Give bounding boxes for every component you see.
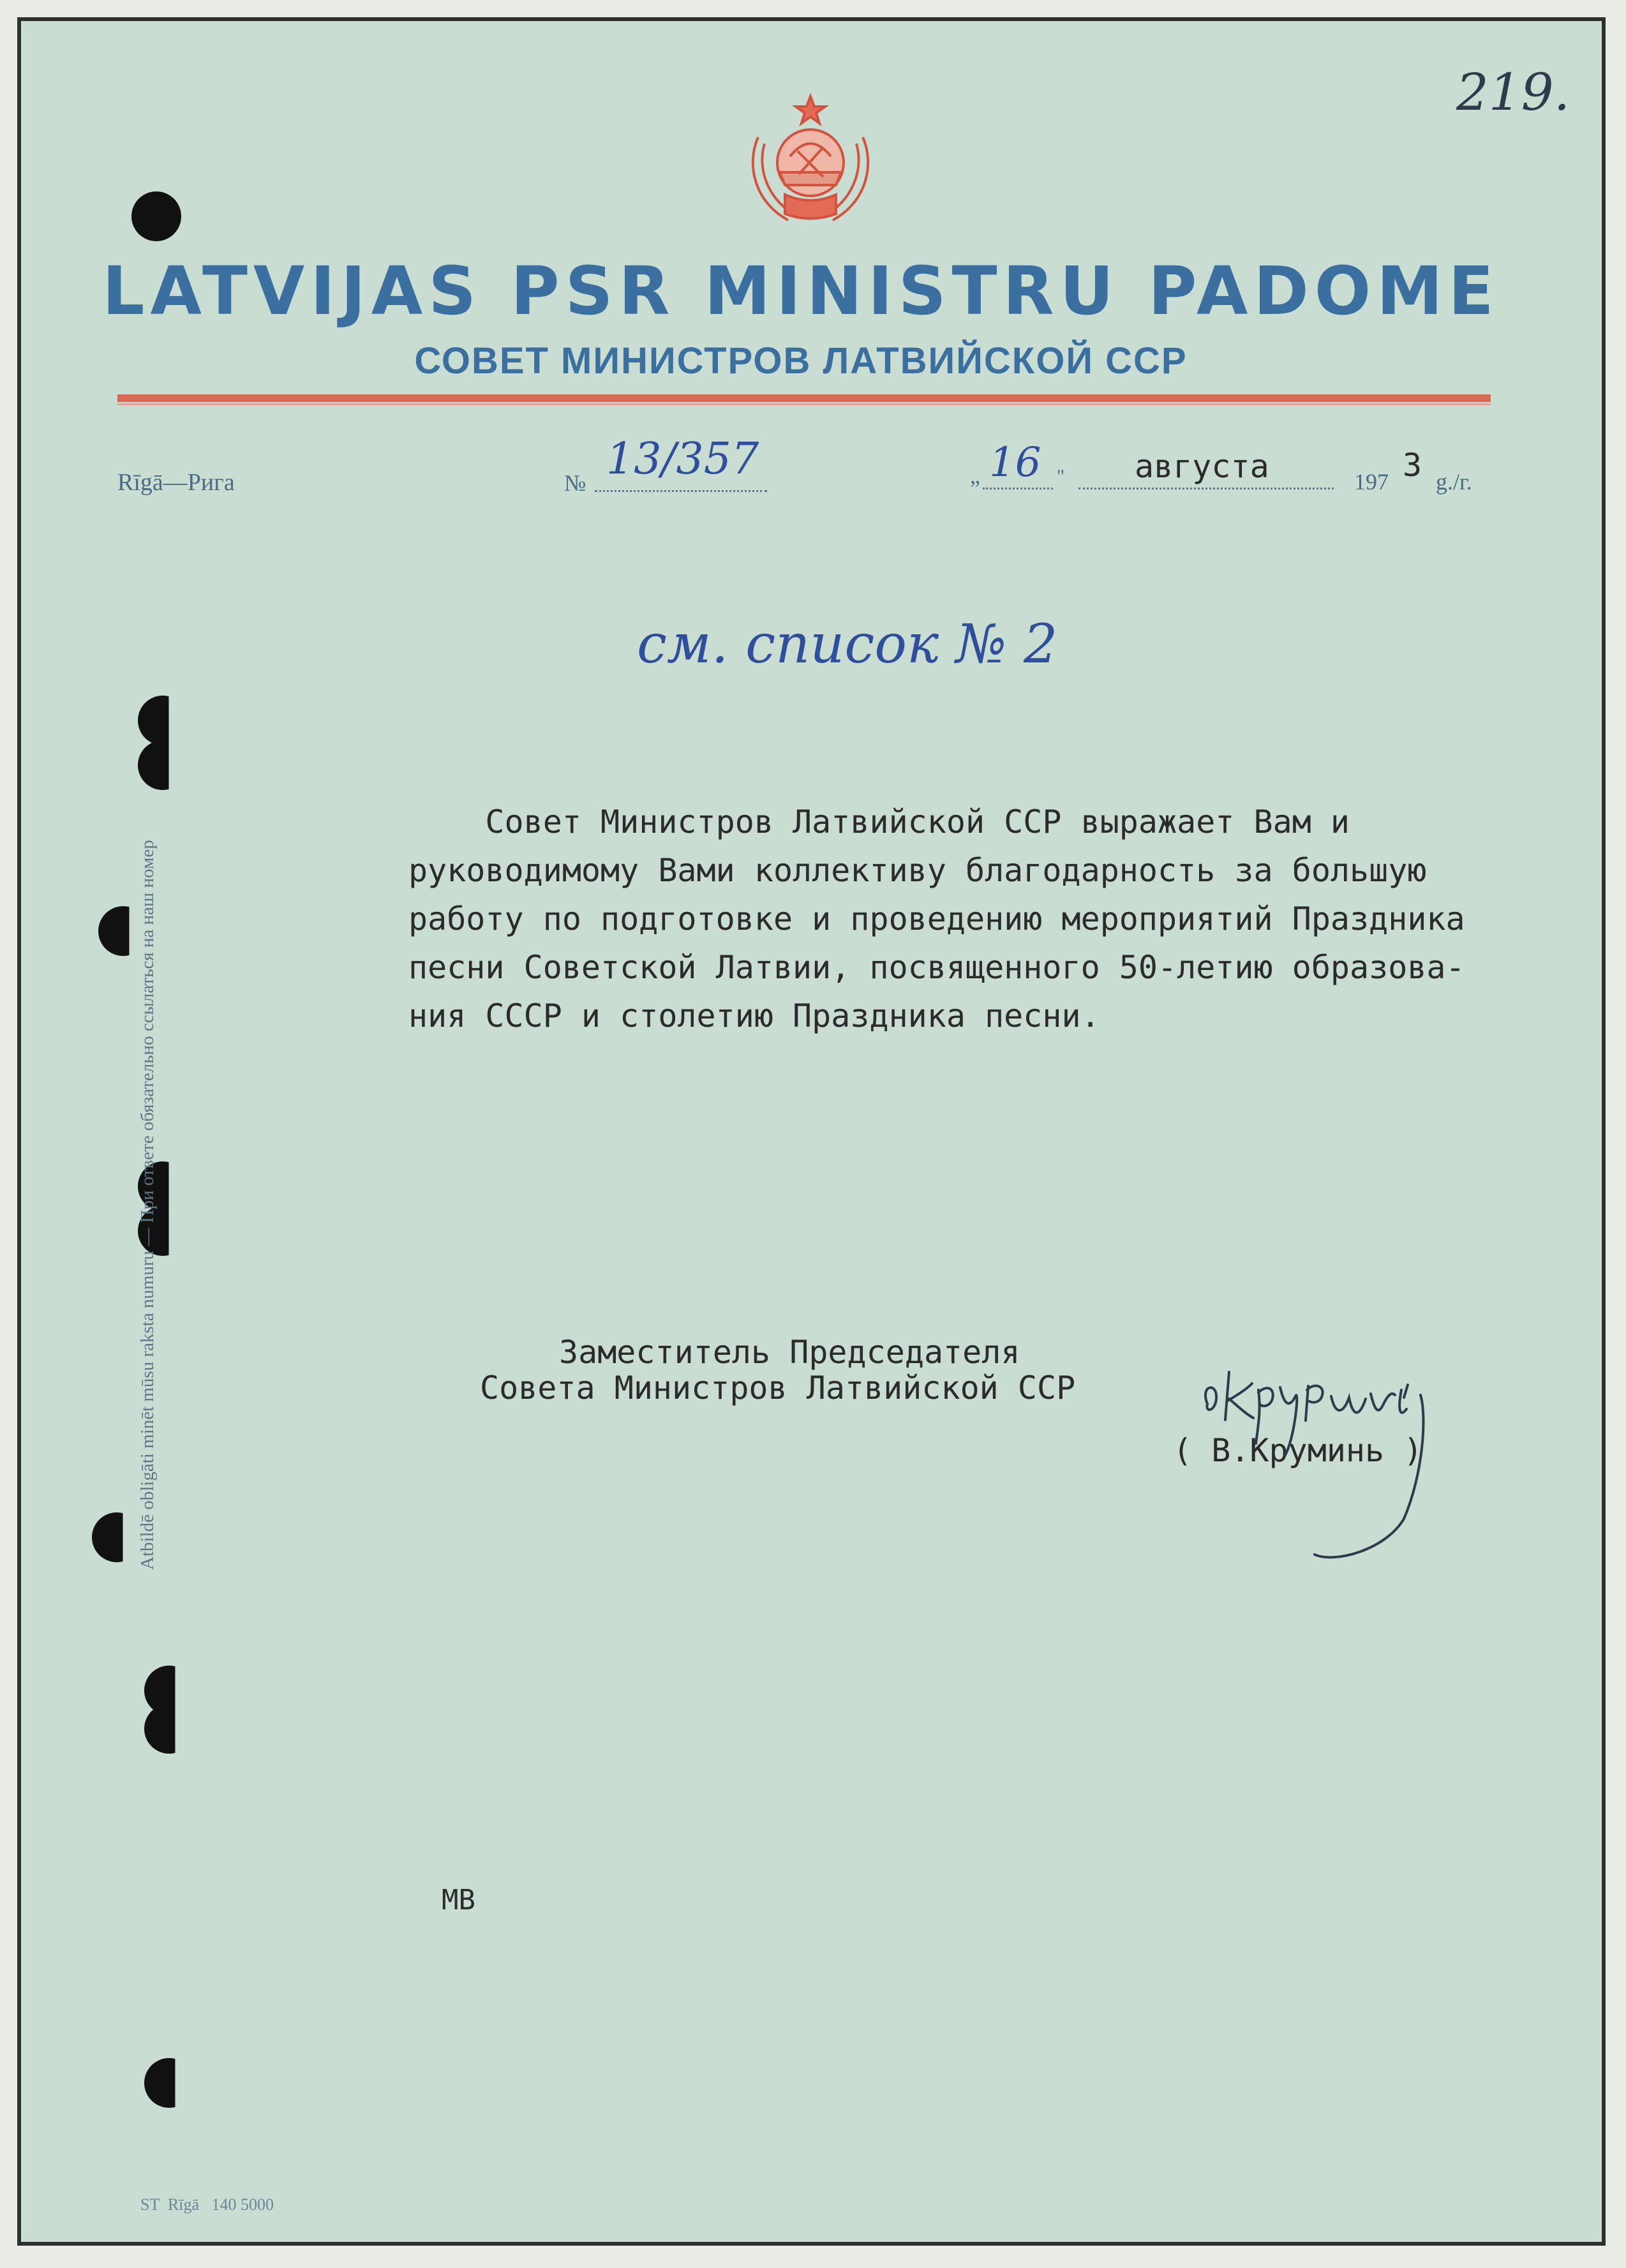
handwritten-signature: [1200, 1359, 1474, 1570]
body-line: Совет Министров Латвийской ССР выражает Вам и: [408, 803, 1350, 840]
body-line: песни Советской Латвии, посвященного 50-летию образова-: [408, 949, 1465, 986]
punch-hole: [144, 1704, 194, 1754]
body-line: работу по подготовке и проведению мероприятий Праздника: [408, 900, 1465, 937]
punch-hole: [131, 191, 181, 241]
year-prefix: 197: [1354, 469, 1389, 495]
margin-note: Atbildē obligāti minēt mūsu raksta numuru — При ответе обязательно ссылаться на наш номер: [137, 840, 158, 1570]
date-quote-open: „: [970, 463, 980, 488]
punch-hole: [92, 1512, 142, 1562]
place-label: Rīgā—Рига: [117, 469, 235, 496]
body-line: руководимому Вами коллективу благодарность за большую: [408, 852, 1427, 889]
number-label: №: [564, 470, 586, 496]
letterhead-title-russian: СОВЕТ МИНИСТРОВ ЛАТВИЙСКОЙ ССР: [414, 340, 1188, 382]
punch-hole: [144, 2058, 194, 2108]
letter-body: [408, 798, 1519, 1040]
document-number: 13/357: [606, 434, 759, 484]
latvian-ssr-emblem: [740, 93, 881, 230]
number-line: [595, 486, 767, 492]
printer-mark: ST Rīgā 140 5000: [140, 2195, 274, 2214]
letterhead-title-latvian: LATVIJAS PSR MINISTRU PADOME: [102, 252, 1500, 330]
body-line: ния СССР и столетию Праздника песни.: [408, 997, 1100, 1034]
letterhead-rule: [117, 394, 1491, 402]
signature-title-line2: Совета Министров Латвийской ССР: [480, 1369, 1076, 1406]
year-suffix: 3: [1403, 447, 1422, 484]
year-label: g./г.: [1436, 469, 1472, 495]
date-quote-close: ": [1057, 466, 1065, 487]
archive-page-number: 219.: [1456, 63, 1570, 122]
date-day: 16: [989, 439, 1041, 486]
handwritten-note: см. список № 2: [637, 613, 1058, 675]
date-month: августа: [1135, 448, 1269, 485]
typist-initials: МВ: [442, 1884, 475, 1916]
signature-title-line1: Заместитель Председателя: [559, 1334, 1020, 1371]
signatory-name: ( В.Круминь ): [1173, 1432, 1423, 1469]
